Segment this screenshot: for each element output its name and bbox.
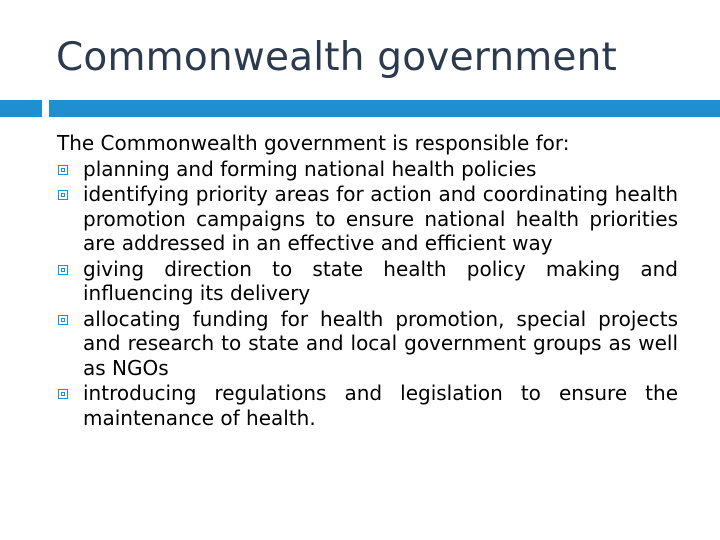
square-bullet-icon — [58, 389, 68, 399]
bullet-text: planning and forming national health policies — [83, 156, 537, 181]
bullet-item — [57, 182, 678, 256]
square-bullet-icon — [58, 165, 68, 175]
bullet-text: allocating funding for health promotion, special projects and research to state and local government groups as well as NGOs — [83, 306, 678, 380]
bullet-text: identifying priority areas for action and coordinating health promotion campaigns to ensure national health priorities are addressed in an effective and efficient way — [83, 182, 678, 255]
slide-body — [57, 131, 678, 431]
bullet-list — [57, 157, 678, 431]
square-bullet-icon — [58, 190, 68, 200]
bullet-item — [57, 307, 678, 381]
accent-bar — [49, 100, 720, 117]
accent-bar-left — [0, 100, 42, 117]
slide-title: Commonwealth government — [56, 35, 618, 80]
square-bullet-icon — [58, 265, 68, 275]
square-bullet-icon — [58, 315, 68, 325]
bullet-item — [57, 381, 678, 430]
bullet-item — [57, 157, 678, 182]
bullet-text: introducing regulations and legislation to ensure the maintenance of health. — [83, 381, 678, 430]
bullet-text: giving direction to state health policy making and influencing its delivery — [83, 256, 678, 305]
intro-text: The Commonwealth government is responsible for: — [57, 131, 570, 155]
bullet-item — [57, 257, 678, 306]
